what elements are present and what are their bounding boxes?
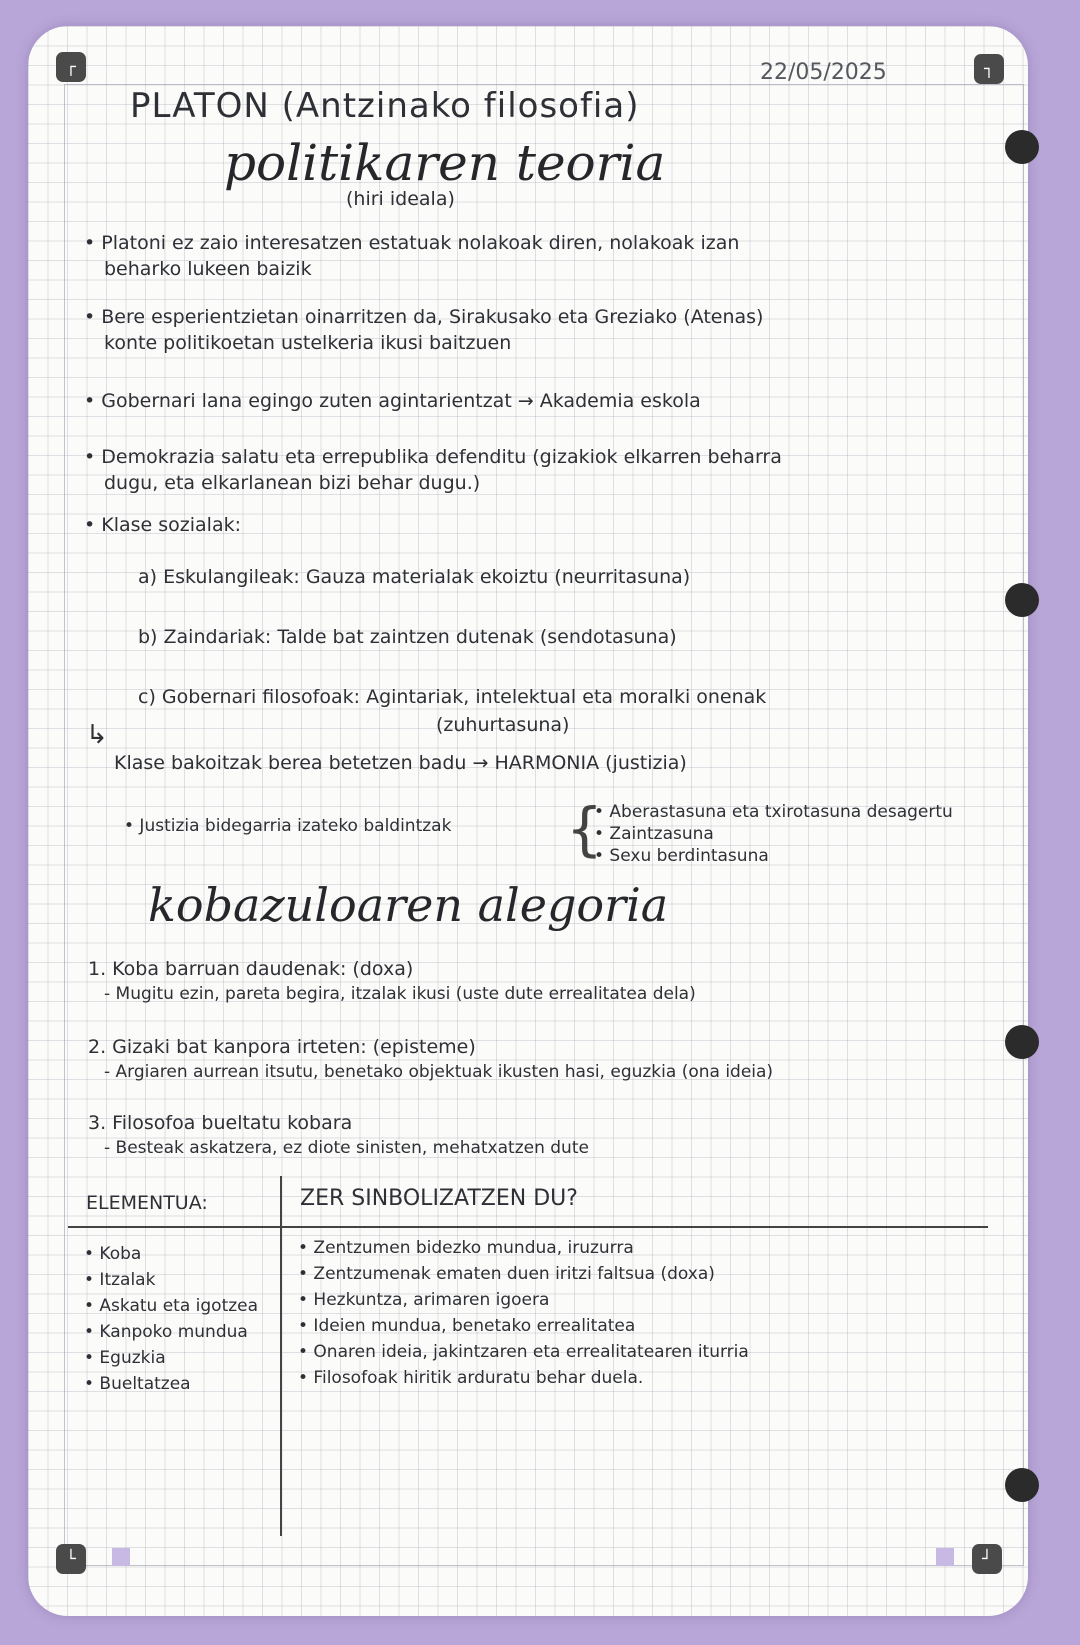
table-header-meaning: ZER SINBOLIZATZEN DU? [300,1186,578,1211]
bullet-line: • Gobernari lana egingo zuten agintarientzat → Akademia eskola [84,390,701,412]
class-item: c) Gobernari filosofoak: Agintariak, intelektual eta moralki onenak [138,686,767,708]
bracket-bottom-right-icon: ┘ [972,1544,1002,1574]
binder-hole [1005,130,1039,164]
table-row-element: • Askatu eta igotzea [84,1296,259,1316]
table-header-element: ELEMENTUA: [86,1192,208,1214]
table-row-meaning: • Filosofoak hiritik arduratu behar duela. [298,1368,644,1388]
binder-hole [1005,1468,1039,1502]
binder-hole [1005,1025,1039,1059]
allegory-step-detail: - Argiaren aurrean itsutu, benetako objektuak ikusten hasi, eguzkia (ona ideia) [104,1062,774,1082]
table-row-meaning: • Zentzumenak ematen duen iritzi faltsua (doxa) [298,1264,715,1284]
bullet-line: • Demokrazia salatu eta errepublika defenditu (gizakiok elkarren beharra [84,446,782,468]
bracket-top-right-icon: ┐ [974,54,1004,84]
lilac-square-marker [112,1548,130,1566]
bullet-line: beharko lukeen baizik [104,258,312,280]
table-row-element: • Eguzkia [84,1348,166,1368]
justice-condition: • Zaintzasuna [594,824,714,844]
notebook-page [28,26,1028,1616]
binder-hole [1005,583,1039,617]
class-item: b) Zaindariak: Talde bat zaintzen dutenak (sendotasuna) [138,626,677,648]
allegory-step-detail: - Mugitu ezin, pareta begira, itzalak ikusi (uste dute errealitatea dela) [104,984,696,1004]
table-row-meaning: • Ideien mundua, benetako errealitatea [298,1316,636,1336]
justice-label: • Justizia bidegarria izateko baldintzak [124,816,452,836]
bullet-line: • Bere esperientzietan oinarritzen da, Sirakusako eta Greziako (Atenas) [84,306,764,328]
allegory-step-detail: - Besteak askatzera, ez diote sinisten, mehatxatzen dute [104,1138,589,1158]
curly-brace-icon: { [566,795,603,863]
allegory-step: 2. Gizaki bat kanpora irteten: (episteme) [88,1036,476,1058]
subtitle-note: (hiri ideala) [346,188,455,210]
justice-condition: • Sexu berdintasuna [594,846,769,866]
table-row-element: • Itzalak [84,1270,156,1290]
classes-heading: • Klase sozialak: [84,514,242,536]
class-item: (zuhurtasuna) [436,714,570,736]
lilac-square-marker [936,1548,954,1566]
subtitle-script: politikaren teoria [224,134,666,192]
table-row-meaning: • Zentzumen bidezko mundua, iruzurra [298,1238,634,1258]
page-title: PLATON (Antzinako filosofia) [130,86,640,126]
allegory-title: kobazuloaren alegoria [148,878,669,932]
table-row-element: • Kanpoko mundua [84,1322,248,1342]
page-date: 22/05/2025 [760,60,887,85]
bullet-line: dugu, eta elkarlanean bizi behar dugu.) [104,472,481,494]
curved-arrow-icon: ↳ [86,720,108,750]
table-row-element: • Koba [84,1244,142,1264]
bullet-line: • Platoni ez zaio interesatzen estatuak nolakoak diren, nolakoak izan [84,232,740,254]
justice-condition: • Aberastasuna eta txirotasuna desagertu [594,802,953,822]
table-row-element: • Bueltatzea [84,1374,191,1394]
table-column-divider [280,1176,282,1536]
table-row-meaning: • Hezkuntza, arimaren igoera [298,1290,550,1310]
allegory-step: 1. Koba barruan daudenak: (doxa) [88,958,414,980]
bracket-bottom-left-icon: └ [56,1544,86,1574]
table-row-meaning: • Onaren ideia, jakintzaren eta errealitatearen iturria [298,1342,749,1362]
table-header-divider [68,1226,988,1228]
allegory-step: 3. Filosofoa bueltatu kobara [88,1112,353,1134]
bullet-line: konte politikoetan ustelkeria ikusi baitzuen [104,332,512,354]
class-item: a) Eskulangileak: Gauza materialak ekoiztu (neurritasuna) [138,566,691,588]
bracket-top-left-icon: ┌ [56,52,86,82]
harmony-line: Klase bakoitzak berea betetzen badu → HARMONIA (justizia) [114,752,687,774]
